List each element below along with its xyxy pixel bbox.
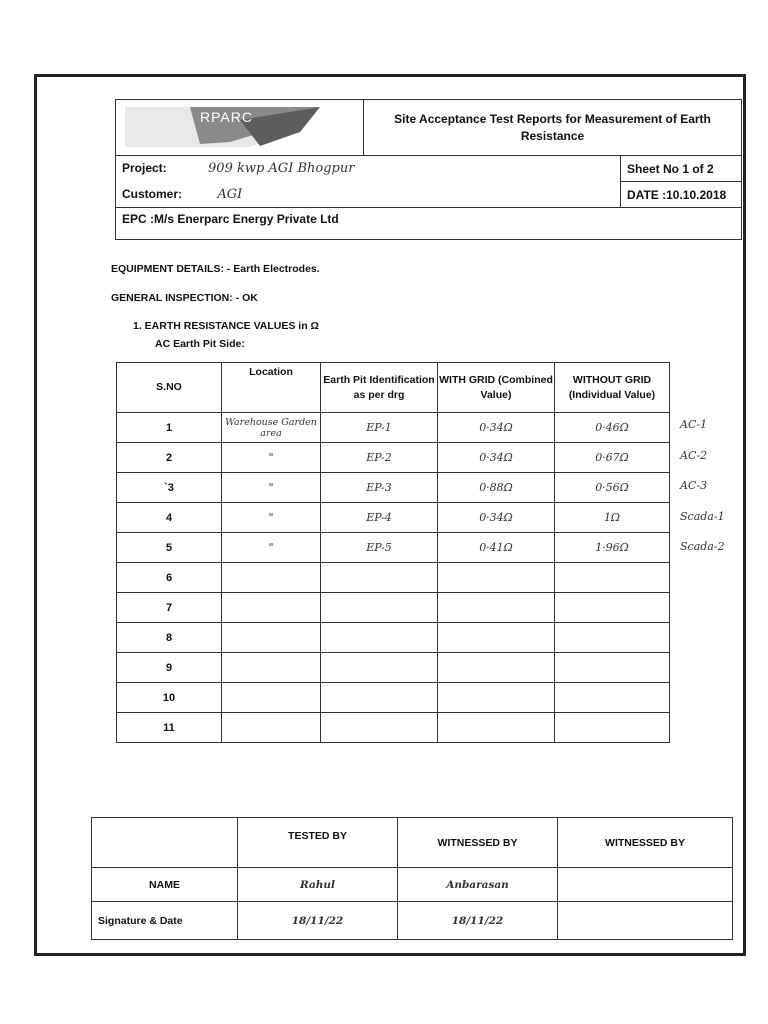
row-without-grid: 0·46Ω xyxy=(555,413,670,443)
sheet-number: Sheet No 1 of 2 xyxy=(621,156,742,182)
row-earth-pit xyxy=(321,683,438,713)
table-row xyxy=(117,683,670,713)
row-without-grid: 1·96Ω xyxy=(555,533,670,563)
witnessed-by-header-1: WITNESSED BY xyxy=(398,818,558,868)
report-title: Site Acceptance Test Reports for Measurement of Earth Resistance xyxy=(364,100,742,156)
row-without-grid xyxy=(555,713,670,743)
row-with-grid: 0·34Ω xyxy=(438,443,555,473)
epc-line: EPC :M/s Enerparc Energy Private Ltd xyxy=(116,208,742,240)
project-value: 909 kwp AGI Bhogpur xyxy=(208,161,355,177)
customer-row xyxy=(116,182,621,208)
row-sno: `3 xyxy=(117,473,222,503)
row-without-grid xyxy=(555,593,670,623)
table-row xyxy=(117,623,670,653)
col-without-grid: WITHOUT GRID (Individual Value) xyxy=(555,363,670,413)
table-row xyxy=(117,563,670,593)
row-earth-pit xyxy=(321,593,438,623)
row-location: " xyxy=(222,503,321,533)
witness2-name xyxy=(558,868,733,902)
section-subtitle: AC Earth Pit Side: xyxy=(155,338,245,350)
col-location: Location xyxy=(222,363,321,413)
row-side-tag: AC-3 xyxy=(680,479,708,492)
row-location xyxy=(222,713,321,743)
row-earth-pit xyxy=(321,623,438,653)
row-sno: 7 xyxy=(117,593,222,623)
row-location: " xyxy=(222,443,321,473)
signoff-blank xyxy=(92,818,238,868)
row-sno: 8 xyxy=(117,623,222,653)
tested-name: Rahul xyxy=(238,868,398,902)
row-with-grid: 0·34Ω xyxy=(438,503,555,533)
general-inspection: GENERAL INSPECTION: - OK xyxy=(111,292,258,304)
tested-signature: 18/11/22 xyxy=(238,902,398,940)
row-sno: 4 xyxy=(117,503,222,533)
row-with-grid xyxy=(438,623,555,653)
row-with-grid xyxy=(438,593,555,623)
row-without-grid xyxy=(555,653,670,683)
row-without-grid: 1Ω xyxy=(555,503,670,533)
row-sno: 9 xyxy=(117,653,222,683)
row-without-grid: 0·67Ω xyxy=(555,443,670,473)
row-location xyxy=(222,563,321,593)
row-earth-pit xyxy=(321,653,438,683)
svg-text:RPARC: RPARC xyxy=(200,109,253,125)
row-without-grid xyxy=(555,563,670,593)
earth-resistance-table xyxy=(116,362,670,743)
row-with-grid: 0·34Ω xyxy=(438,413,555,443)
col-earth-pit: Earth Pit Identification as per drg xyxy=(321,363,438,413)
table-row xyxy=(117,413,670,443)
header-table xyxy=(115,99,742,240)
row-sno: 11 xyxy=(117,713,222,743)
row-sno: 5 xyxy=(117,533,222,563)
row-without-grid xyxy=(555,623,670,653)
row-with-grid xyxy=(438,563,555,593)
table-row xyxy=(117,443,670,473)
customer-label: Customer: xyxy=(122,186,183,201)
row-location xyxy=(222,623,321,653)
report-date: DATE :10.10.2018 xyxy=(621,182,742,208)
row-location: Warehouse Garden area xyxy=(222,413,321,443)
col-with-grid: WITH GRID (Combined Value) xyxy=(438,363,555,413)
row-with-grid xyxy=(438,713,555,743)
table-row xyxy=(117,653,670,683)
row-without-grid: 0·56Ω xyxy=(555,473,670,503)
row-with-grid xyxy=(438,653,555,683)
row-location: " xyxy=(222,533,321,563)
row-side-tag: AC-1 xyxy=(680,418,708,431)
row-location: " xyxy=(222,473,321,503)
witness2-signature xyxy=(558,902,733,940)
row-with-grid: 0·41Ω xyxy=(438,533,555,563)
table-row xyxy=(117,593,670,623)
table-row xyxy=(117,473,670,503)
table-row xyxy=(117,503,670,533)
row-side-tag: Scada-2 xyxy=(680,540,725,553)
row-sno: 6 xyxy=(117,563,222,593)
signoff-table xyxy=(91,817,733,940)
tested-by-header: TESTED BY xyxy=(238,818,398,868)
row-sno: 1 xyxy=(117,413,222,443)
equipment-details: EQUIPMENT DETAILS: - Earth Electrodes. xyxy=(111,263,320,275)
witnessed-by-header-2: WITNESSED BY xyxy=(558,818,733,868)
row-earth-pit: EP-1 xyxy=(321,413,438,443)
row-sno: 2 xyxy=(117,443,222,473)
row-earth-pit xyxy=(321,713,438,743)
row-earth-pit: EP-3 xyxy=(321,473,438,503)
customer-value: AGI xyxy=(217,186,243,202)
name-label: NAME xyxy=(92,868,238,902)
row-location xyxy=(222,683,321,713)
row-without-grid xyxy=(555,683,670,713)
row-with-grid xyxy=(438,683,555,713)
row-earth-pit: EP-4 xyxy=(321,503,438,533)
witness-name: Anbarasan xyxy=(398,868,558,902)
witness-signature: 18/11/22 xyxy=(398,902,558,940)
row-side-tag: Scada-1 xyxy=(680,509,725,523)
table-row xyxy=(117,713,670,743)
table-row xyxy=(117,533,670,563)
col-sno: S.NO xyxy=(117,363,222,413)
row-with-grid: 0·88Ω xyxy=(438,473,555,503)
logo-cell xyxy=(116,100,364,156)
project-row xyxy=(116,156,621,182)
row-location xyxy=(222,653,321,683)
row-side-tag: AC-2 xyxy=(680,448,708,462)
row-earth-pit xyxy=(321,563,438,593)
row-sno: 10 xyxy=(117,683,222,713)
signature-label: Signature & Date xyxy=(92,902,238,940)
row-location xyxy=(222,593,321,623)
project-label: Project: xyxy=(122,161,167,176)
row-earth-pit: EP-2 xyxy=(321,443,438,473)
section-title: 1. EARTH RESISTANCE VALUES in Ω xyxy=(133,320,319,332)
row-earth-pit: EP-5 xyxy=(321,533,438,563)
